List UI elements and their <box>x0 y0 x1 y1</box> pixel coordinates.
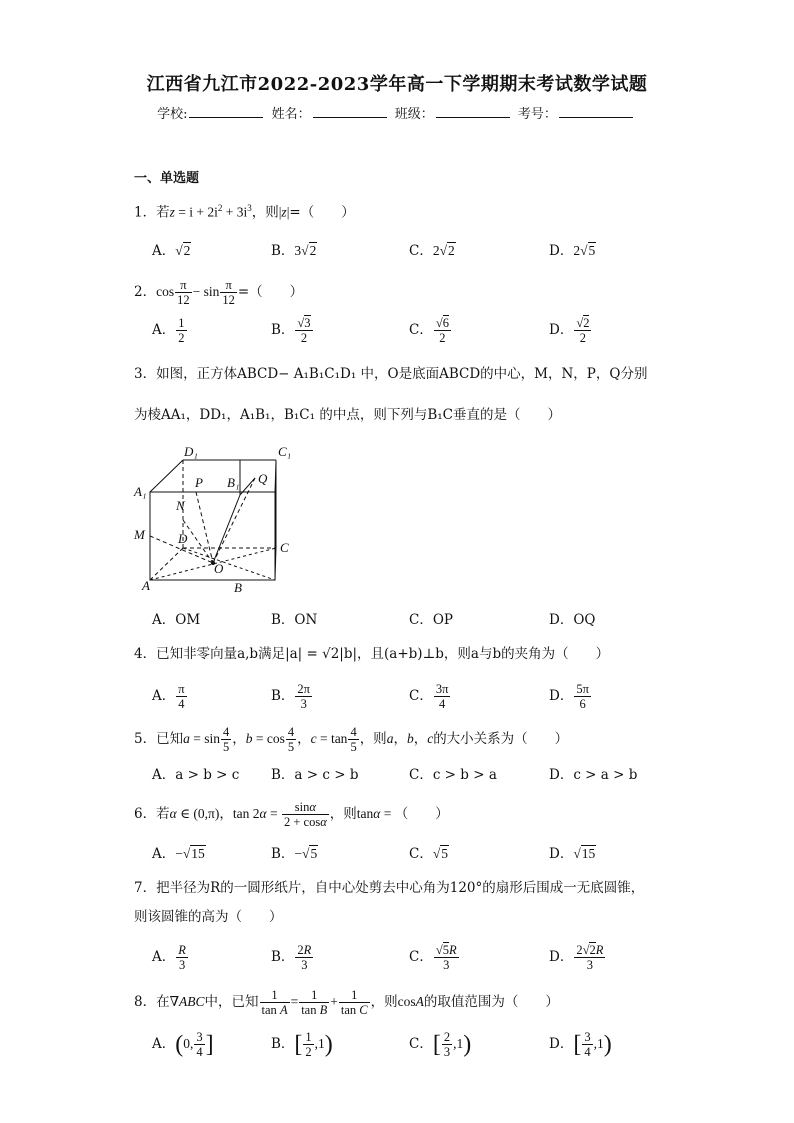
q8-option-d[interactable]: D．[ $\frac{3}{4}$ ,1) <box>549 1030 612 1059</box>
q4-option-d[interactable]: D． $\frac{5\pi}{6}$ <box>549 682 589 711</box>
q4-option-c[interactable]: C． $\frac{3\pi}{4}$ <box>409 682 449 711</box>
question-2: 2．cos $\frac{\pi}{12}$ − sin $\frac{\pi}{12}$ =（ ） <box>134 278 304 307</box>
label-d: D <box>178 531 188 546</box>
label-q: Q <box>258 471 268 486</box>
question-1: 1．若$z = i + 2i^2 + 3i^3$，则|z|=（ ） <box>134 203 355 221</box>
q8-option-a[interactable]: A．(0, $\frac{3}{4}$ ] <box>152 1030 214 1059</box>
school-field[interactable] <box>189 105 263 118</box>
number-label: 考号： <box>517 107 557 122</box>
label-c1: C₁ <box>278 444 292 459</box>
label-a: A <box>142 578 150 593</box>
label-p: P <box>195 475 203 490</box>
q3-option-c[interactable]: C．OP <box>409 612 453 628</box>
q7-option-b[interactable]: B． $\frac{2R}{3}$ <box>271 943 312 972</box>
question-7-line1: 7．把半径为R的一圆形纸片，自中心处剪去中心角为120°的扇形后围成一无底圆锥， <box>134 880 645 896</box>
q6-option-a[interactable]: A．−√15 <box>152 846 205 862</box>
q2-option-b[interactable]: B． $\frac{√3}{2}$ <box>271 316 311 345</box>
label-b: B <box>234 580 242 595</box>
question-3-line1: 3．如图，正方体ABCD− A₁B₁C₁D₁ 中，O是底面ABCD的中心，M，N，P，Q分别 <box>134 366 648 382</box>
q5-option-a[interactable]: A．a > b > c <box>152 767 240 783</box>
question-8: 8．在∇ABC中，已知 $\frac{1}{\text{tan A}}$ = $\frac{1}{\text{tan B}}$ + $\frac{1}{\text{tan C}}$ ，则cosA的取值范围为（ ） <box>134 988 559 1017</box>
class-label: 班级： <box>394 107 434 122</box>
q7-option-a[interactable]: A． $\frac{R}{3}$ <box>152 943 186 972</box>
school-label: 学校: <box>157 107 188 122</box>
name-label: 姓名： <box>271 107 311 122</box>
q7-option-d[interactable]: D． $\frac{2√2R}{3}$ <box>549 943 604 972</box>
question-7-line2: 则该圆锥的高为（ ） <box>134 909 283 925</box>
q7-option-c[interactable]: C． $\frac{√5R}{3}$ <box>409 943 457 972</box>
q6-option-b[interactable]: B．−√5 <box>271 846 318 862</box>
q3-option-b[interactable]: B．ON <box>271 612 318 628</box>
cube-front-face <box>150 492 275 580</box>
q1-option-b[interactable]: B．3√2 <box>271 243 317 259</box>
label-c: C <box>280 540 289 555</box>
label-a1: A₁ <box>134 484 147 499</box>
label-m: M <box>134 527 145 542</box>
q2-option-a[interactable]: A． $\frac{1}{2}$ <box>152 316 185 345</box>
question-4: 4．已知非零向量a,b满足|a| = √2|b|，且(a+b)⊥b，则a与b的夹角为（ ） <box>134 646 610 662</box>
label-o: O <box>214 561 224 576</box>
q5-option-c[interactable]: C．c > b > a <box>409 767 497 783</box>
name-field[interactable] <box>313 105 387 118</box>
student-info <box>0 103 794 122</box>
q1-option-d[interactable]: D．2√5 <box>549 243 596 259</box>
q2-option-c[interactable]: C． $\frac{√6}{2}$ <box>409 316 449 345</box>
q3-option-a[interactable]: A．OM <box>152 612 201 628</box>
q6-option-c[interactable]: C．√5 <box>409 846 449 862</box>
q4-option-a[interactable]: A． $\frac{\pi}{4}$ <box>152 682 185 711</box>
q4-option-b[interactable]: B． $\frac{2\pi}{3}$ <box>271 682 310 711</box>
q5-option-d[interactable]: D．c > a > b <box>549 767 638 783</box>
label-n: N <box>176 498 185 513</box>
label-b1: B₁ <box>227 475 240 490</box>
q1-option-a[interactable]: A．√2 <box>152 243 191 259</box>
page-title: 江西省九江市2022-2023学年高一下学期期末考试数学试题 <box>146 74 648 95</box>
question-3-line2: 为棱AA₁，DD₁，A₁B₁，B₁C₁ 的中点，则下列与B₁C垂直的是（ ） <box>134 407 561 423</box>
cube-figure <box>130 440 300 595</box>
class-field[interactable] <box>436 105 510 118</box>
q8-option-c[interactable]: C．[ $\frac{2}{3}$ ,1) <box>409 1030 472 1059</box>
q5-option-b[interactable]: B．a > c > b <box>271 767 359 783</box>
section-heading: 一、单选题 <box>134 171 200 186</box>
q2-option-d[interactable]: D． $\frac{√2}{2}$ <box>549 316 590 345</box>
q1-option-c[interactable]: C．2√2 <box>409 243 455 259</box>
q6-option-d[interactable]: D．√15 <box>549 846 596 862</box>
q3-option-d[interactable]: D．OQ <box>549 612 596 628</box>
number-field[interactable] <box>559 105 633 118</box>
q8-option-b[interactable]: B．[ $\frac{1}{2}$ ,1) <box>271 1030 333 1059</box>
question-5: 5．已知a = sin $\frac{4}{5}$ ，b = cos $\frac{4}{5}$ ，c = tan $\frac{4}{5}$ ，则a，b，c的大小关系为（ ） <box>134 725 569 754</box>
question-6: 6．若α ∈ (0,π)，tan 2α = $\frac{\sin\alpha}{2 + \cos\alpha}$ ，则tanα = （ ） <box>134 800 449 829</box>
label-d1: D₁ <box>184 444 198 459</box>
